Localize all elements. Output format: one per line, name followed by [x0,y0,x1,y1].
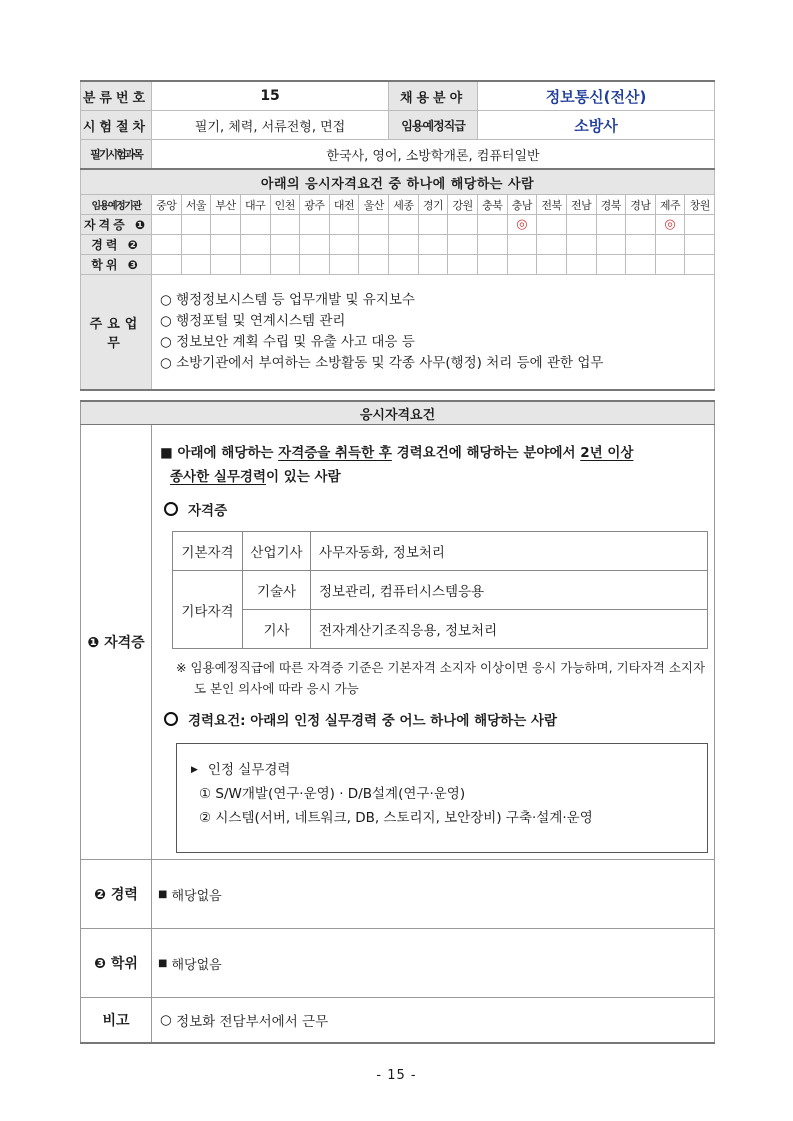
degree-mark-cell [389,255,419,275]
degree-mark-cell [418,255,448,275]
cert-mark-cell [566,215,596,235]
degree-mark-cell [537,255,567,275]
career-value: 해당없음 [171,888,222,904]
rank-label: 임용예정직급 [389,111,478,140]
region-header-cell: 전북 [537,195,567,215]
box-title: 인정 실무경력 [207,762,291,778]
cert-mark-cell [152,215,182,235]
cert-other-label: 기타자격 [173,571,243,649]
career-mark-cell [626,235,656,255]
cert-note: ※ 임용예정직급에 따른 자격증 기준은 기본자격 소지자 이상이면 응시 가능하며, 기타자격 소지자도 본인 의사에 따라 응시 가능 [176,660,706,696]
cert-mark-cell [300,215,330,235]
duties-label: 주요업무 [81,275,152,391]
cert-other-grade: 기술사 [243,571,311,610]
career-title: 경력요건: 아래의 인정 실무경력 중 어느 하나에 해당하는 사람 [188,713,558,729]
cert-basic-label: 기본자격 [173,532,243,571]
career-mark-cell [181,235,211,255]
degree-mark-cell [626,255,656,275]
region-header-cell: 광주 [300,195,330,215]
lead-text: ■ 아래에 해당하는 [160,445,279,461]
region-header-cell: 강원 [448,195,478,215]
degree-mark-cell [211,255,241,275]
duty-item: ○ 정보보안 계획 수립 및 유출 사고 대응 등 [160,332,714,353]
career-mark-cell [389,235,419,255]
degree-mark-cell [685,255,715,275]
square-bullet-icon: ■ [158,957,168,969]
lead-underline: 2년 이상 [580,445,634,461]
career-mark-cell [152,235,182,255]
degree-mark-cell [448,255,478,275]
degree-mark-cell [152,255,182,275]
cert-mark-cell [537,215,567,235]
region-header-cell: 울산 [359,195,389,215]
cert-other-grade: 기사 [243,610,311,649]
career-mark-cell [448,235,478,255]
cert-table [172,531,708,649]
career-mark-cell [359,235,389,255]
degree-mark-cell [478,255,508,275]
duty-item: ○ 행정정보시스템 등 업무개발 및 유지보수 [160,290,714,311]
experience-item: ① S/W개발(연구·운영) · D/B설계(연구·운영) [199,786,466,802]
degree-mark-cell [566,255,596,275]
qualification-section-title: 응시자격요건 [81,401,715,425]
degree-value: 해당없음 [171,957,222,973]
lead-text: 경력요건에 해당하는 분야에서 [391,445,581,461]
degree-mark-cell [596,255,626,275]
career-mark-cell [240,235,270,255]
cert-mark-cell [359,215,389,235]
career-mark-cell [329,235,359,255]
circle-bullet-icon [164,502,178,516]
cert-mark-cell [329,215,359,235]
career-label: ❷ 경력 [81,860,152,929]
region-header-cell: 경기 [418,195,448,215]
cert-title: 자격증 [188,503,228,519]
duty-item: ○ 소방기관에서 부여하는 소방활동 및 각종 사무(행정) 처리 등에 관한 업무 [160,353,714,374]
cert-row-label: 자격증 ❶ [81,215,152,235]
career-mark-cell [566,235,596,255]
degree-mark-cell [329,255,359,275]
circle-bullet-icon: ○ [160,1012,177,1028]
career-mark-cell [685,235,715,255]
career-mark-cell [418,235,448,255]
exam-stage-label: 시험절차 [81,111,152,140]
page-number: - 15 - [376,1068,417,1083]
career-cell [152,860,715,929]
degree-label: ❸ 학위 [81,929,152,998]
cert-mark-cell [240,215,270,235]
rank-value: 소방사 [478,111,715,140]
cert-mark-cell [181,215,211,235]
degree-mark-cell [240,255,270,275]
cert-mark-cell [685,215,715,235]
cert-mark-cell: ◎ [507,215,537,235]
region-header-cell: 경남 [626,195,656,215]
region-header-cell: 충북 [478,195,508,215]
subjects-value: 한국사, 영어, 소방학개론, 컴퓨터일반 [152,140,715,170]
cert-other-value: 정보관리, 컴퓨터시스템응용 [311,571,708,610]
qualification-label: ❶ 자격증 [81,425,152,860]
region-header-cell: 대전 [329,195,359,215]
region-header-cell: 경북 [596,195,626,215]
exam-stage-value: 필기, 체력, 서류전형, 면접 [152,111,389,140]
region-header-cell: 중앙 [152,195,182,215]
qualification-table [80,400,715,1044]
region-header-cell: 서울 [181,195,211,215]
degree-mark-cell [507,255,537,275]
requirement-title: 아래의 응시자격요건 중 하나에 해당하는 사람 [81,169,715,195]
remarks-label: 비고 [81,998,152,1044]
cert-mark-cell [418,215,448,235]
region-header-cell: 창원 [685,195,715,215]
cert-subheading [160,499,708,519]
cert-basic-grade: 산업기사 [243,532,311,571]
remarks-cell [152,998,715,1044]
lead-text: 이 있는 사람 [266,469,341,485]
circle-bullet-icon [164,712,178,726]
region-header-cell: 전남 [566,195,596,215]
region-header-cell: 부산 [211,195,241,215]
career-row-label: 경력 ❷ [81,235,152,255]
field-value: 정보통신(전산) [478,81,715,111]
degree-mark-cell [270,255,300,275]
region-header-cell: 대구 [240,195,270,215]
degree-row-label: 학위 ❸ [81,255,152,275]
qualification-cell [152,425,715,860]
lead-underline: 자격증을 취득한 후 [278,445,392,461]
region-header-cell: 세종 [389,195,419,215]
cert-mark-cell [389,215,419,235]
career-mark-cell [507,235,537,255]
cert-mark-cell: ◎ [655,215,685,235]
remarks-value: 정보화 전담부서에서 근무 [176,1014,329,1030]
degree-mark-cell [181,255,211,275]
experience-item: ② 시스템(서버, 네트워크, DB, 스토리지, 보안장비) 구축·설계·운영 [199,810,593,826]
cert-mark-cell [211,215,241,235]
career-mark-cell [270,235,300,255]
career-mark-cell [211,235,241,255]
cert-basic-value: 사무자동화, 정보처리 [311,532,708,571]
cert-mark-cell [270,215,300,235]
region-header-cell: 제주 [655,195,685,215]
career-mark-cell [300,235,330,255]
lead-underline: 종사한 실무경력 [170,469,266,485]
cert-other-value: 전자계산기조직응용, 정보처리 [311,610,708,649]
degree-mark-cell [655,255,685,275]
class-no-value: 15 [152,81,389,111]
square-bullet-icon: ■ [158,888,168,900]
region-header-cell: 충남 [507,195,537,215]
career-mark-cell [596,235,626,255]
degree-cell [152,929,715,998]
class-no-label: 분류번호 [81,81,152,111]
field-label: 채용분야 [389,81,478,111]
career-mark-cell [655,235,685,255]
degree-mark-cell [359,255,389,275]
career-mark-cell [537,235,567,255]
duties-list [152,290,714,374]
recruitment-summary-table [80,80,715,391]
qualification-lead [160,441,708,489]
cert-mark-cell [478,215,508,235]
duty-item: ○ 행정포털 및 연계시스템 관리 [160,311,714,332]
recognized-experience-box [176,743,708,853]
cert-mark-cell [448,215,478,235]
degree-mark-cell [300,255,330,275]
triangle-bullet-icon: ▶ [191,765,198,775]
cert-mark-cell [626,215,656,235]
career-mark-cell [478,235,508,255]
region-header-cell: 인천 [270,195,300,215]
career-subheading [160,709,708,729]
regions-label: 임용예정기관 [81,195,152,215]
cert-mark-cell [596,215,626,235]
duties-cell [152,275,715,391]
subjects-label: 필기시험과목 [81,140,152,170]
